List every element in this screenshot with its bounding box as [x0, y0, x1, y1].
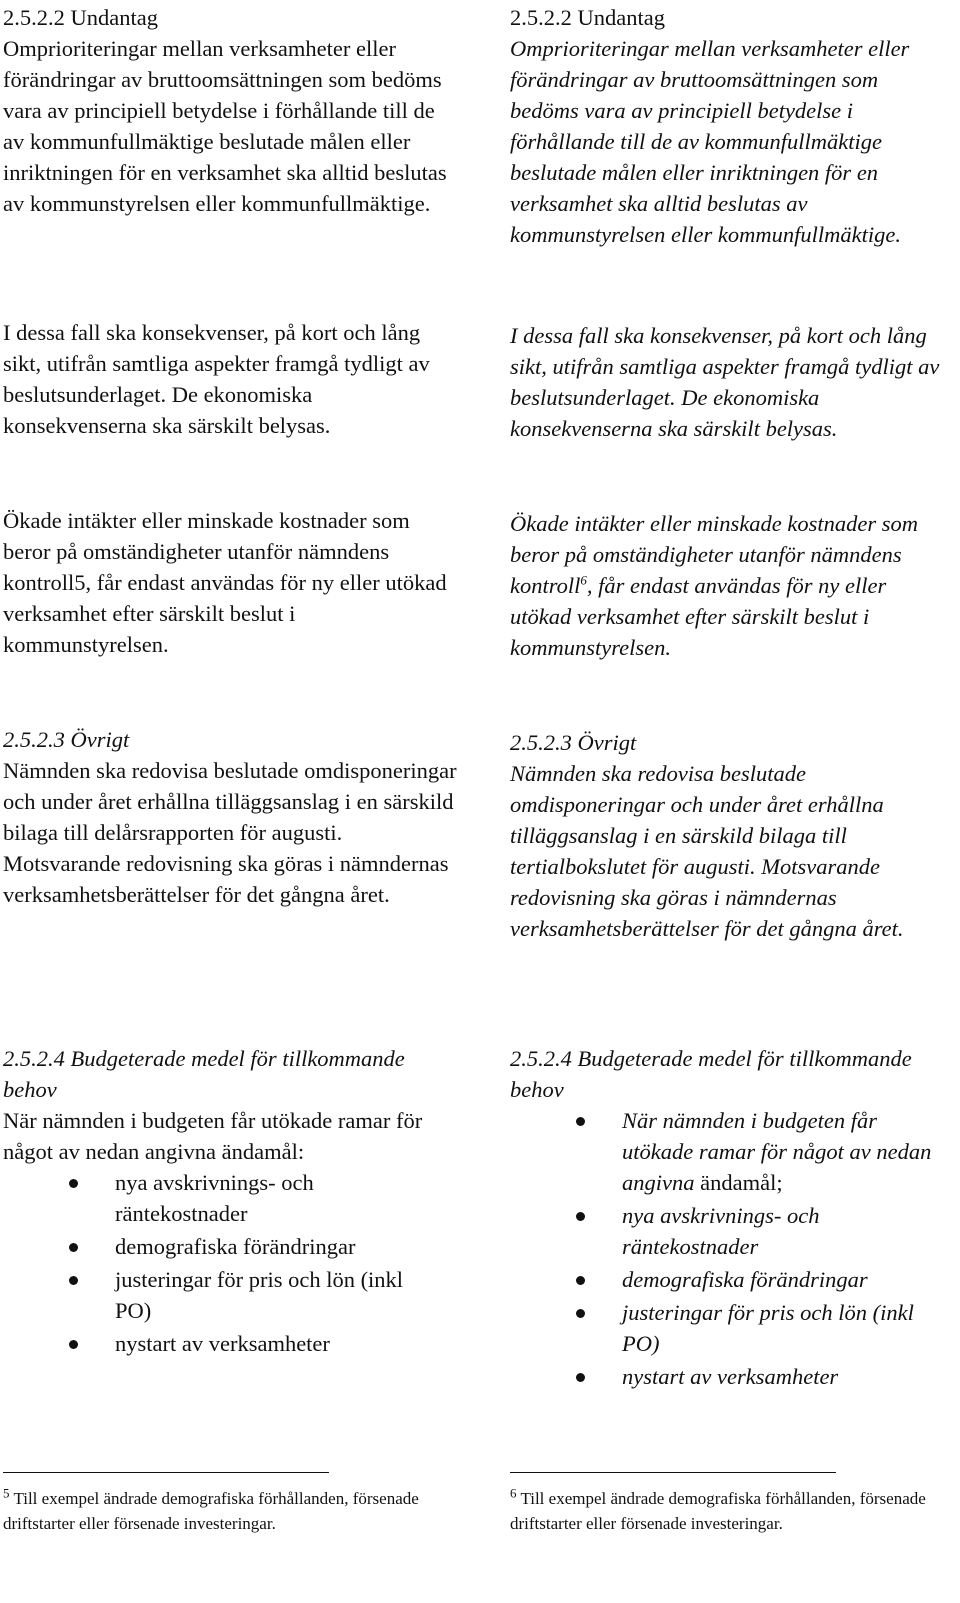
bullet-dot-icon: [576, 1212, 585, 1221]
list-item: [115, 1167, 415, 1229]
konsekvenser-text-right: I dessa fall ska konsekvenser, på kort och lång sikt, utifrån samtliga aspekter framgå tydligt av beslutsunderlaget. De ekonomiska konsekvenserna ska särskilt belysas.: [510, 323, 940, 441]
bullet-text: När nämnden i budgeten får utökade ramar för något av nedan angivna: [622, 1108, 932, 1195]
bullet-text: demografiska förändringar: [115, 1234, 356, 1259]
list-item: [622, 1105, 942, 1198]
bullet-text: nya avskrivnings- och räntekostnader: [622, 1203, 820, 1259]
bullet-dot-icon: [69, 1276, 78, 1285]
bullet-text: nystart av verksamheter: [622, 1364, 839, 1389]
body-2522-left: Omprioriteringar mellan verksamheter eller förändringar av bruttoomsättningen som bedöms vara av principiell betydelse i förhållande till de av kommunfullmäktige beslutade målen eller inriktningen för en verksamhet ska alltid beslutas av kommunstyrelsen eller kommunfullmäktige.: [3, 36, 447, 216]
list-item: [622, 1200, 942, 1262]
paragraph-intakter-right: [510, 508, 950, 663]
section-2522-right: [510, 2, 950, 250]
konsekvenser-text-left: I dessa fall ska konsekvenser, på kort och lång sikt, utifrån samtliga aspekter framgå tydligt av beslutsunderlaget. De ekonomiska konsekvenserna ska särskilt belysas.: [3, 320, 430, 438]
bullet-dot-icon: [576, 1373, 585, 1382]
bullet-dot-icon: [69, 1243, 78, 1252]
section-2523-right: [510, 727, 950, 944]
section-2523-left: [3, 724, 458, 910]
intakter-text-before: Ökade intäkter eller minskade kostnader som beror på omständigheter utanför nämndens kontroll: [510, 511, 919, 598]
intro-2524-left: När nämnden i budgeten får utökade ramar för något av nedan angivna ändamål:: [3, 1108, 423, 1164]
list-item: [622, 1297, 942, 1359]
bullet-text-normal: ändamål;: [694, 1170, 783, 1195]
body-2523-left: Nämnden ska redovisa beslutade omdisponeringar och under året erhållna tilläggsanslag i en särskild bilaga till delårsrapporten för augusti. Motsvarande redovisning ska göras i nämndernas verksamhetsberättelser för det gångna året.: [3, 758, 457, 907]
footnote-mark-right: 6: [510, 1485, 517, 1501]
body-2522-right: Omprioriteringar mellan verksamheter eller förändringar av bruttoomsättningen som bedöms vara av principiell betydelse i förhållande till de av kommunfullmäktige beslutade målen eller inriktningen för en verksamhet ska alltid beslutas av kommunstyrelsen eller kommunfullmäktige.: [510, 36, 910, 247]
list-item: [622, 1264, 942, 1295]
heading-2523-right: 2.5.2.3 Övrigt: [510, 730, 637, 755]
bullet-dot-icon: [69, 1340, 78, 1349]
list-item: [622, 1361, 942, 1392]
section-2524-left: [3, 1043, 458, 1361]
heading-2524-right: 2.5.2.4 Budgeterade medel för tillkommande behov: [510, 1046, 912, 1102]
list-item: [115, 1264, 415, 1326]
heading-2522-left: 2.5.2.2 Undantag: [3, 5, 158, 30]
footnote-mark-left: 5: [3, 1485, 10, 1501]
bullet-text: justeringar för pris och lön (inkl PO): [115, 1267, 404, 1323]
section-2522-left: [3, 2, 458, 219]
heading-2524-left: 2.5.2.4 Budgeterade medel för tillkommande behov: [3, 1046, 405, 1102]
section-2524-right: [510, 1043, 950, 1394]
bullet-dot-icon: [576, 1276, 585, 1285]
paragraph-konsekvenser-right: [510, 320, 950, 444]
footnote-text-right: Till exempel ändrade demografiska förhållanden, försenade driftstarter eller försenade investeringar.: [510, 1489, 926, 1533]
bullet-list-right: [622, 1105, 942, 1392]
intakter-text-after: , får endast användas för ny eller utökad verksamhet efter särskilt beslut i kommunstyrelsen.: [510, 573, 887, 660]
footnote-separator-left: [3, 1472, 329, 1473]
bullet-text: nya avskrivnings- och räntekostnader: [115, 1170, 314, 1226]
bullet-text: justeringar för pris och lön (inkl PO): [622, 1300, 914, 1356]
bullet-dot-icon: [576, 1309, 585, 1318]
body-2523-right: Nämnden ska redovisa beslutade omdisponeringar och under året erhållna tilläggsanslag i en särskild bilaga till tertialbokslutet för augusti. Motsvarande redovisning ska göras i nämndernas verksamhetsberättelser för det gångna året.: [510, 761, 904, 941]
list-item: [115, 1231, 415, 1262]
bullet-dot-icon: [69, 1179, 78, 1188]
bullet-text: nystart av verksamheter: [115, 1331, 330, 1356]
paragraph-konsekvenser-left: [3, 317, 458, 441]
footnote-text-left: Till exempel ändrade demografiska förhållanden, försenade driftstarter eller försenade investeringar.: [3, 1489, 419, 1533]
footnote-right: [510, 1486, 930, 1536]
paragraph-intakter-left: [3, 505, 458, 660]
footnote-ref-right: 6: [580, 572, 587, 588]
heading-2523-left: 2.5.2.3 Övrigt: [3, 727, 130, 752]
bullet-list-left: [115, 1167, 415, 1359]
bullet-dot-icon: [576, 1117, 585, 1126]
footnote-left: [3, 1486, 423, 1536]
intakter-text-right: [510, 508, 950, 663]
bullet-text: demografiska förändringar: [622, 1267, 868, 1292]
footnote-separator-right: [510, 1472, 836, 1473]
list-item: [115, 1328, 415, 1359]
intakter-text-left: Ökade intäkter eller minskade kostnader som beror på omständigheter utanför nämndens kontroll5, får endast användas för ny eller utökad verksamhet efter särskilt beslut i kommunstyrelsen.: [3, 508, 447, 657]
heading-2522-right: 2.5.2.2 Undantag: [510, 5, 665, 30]
